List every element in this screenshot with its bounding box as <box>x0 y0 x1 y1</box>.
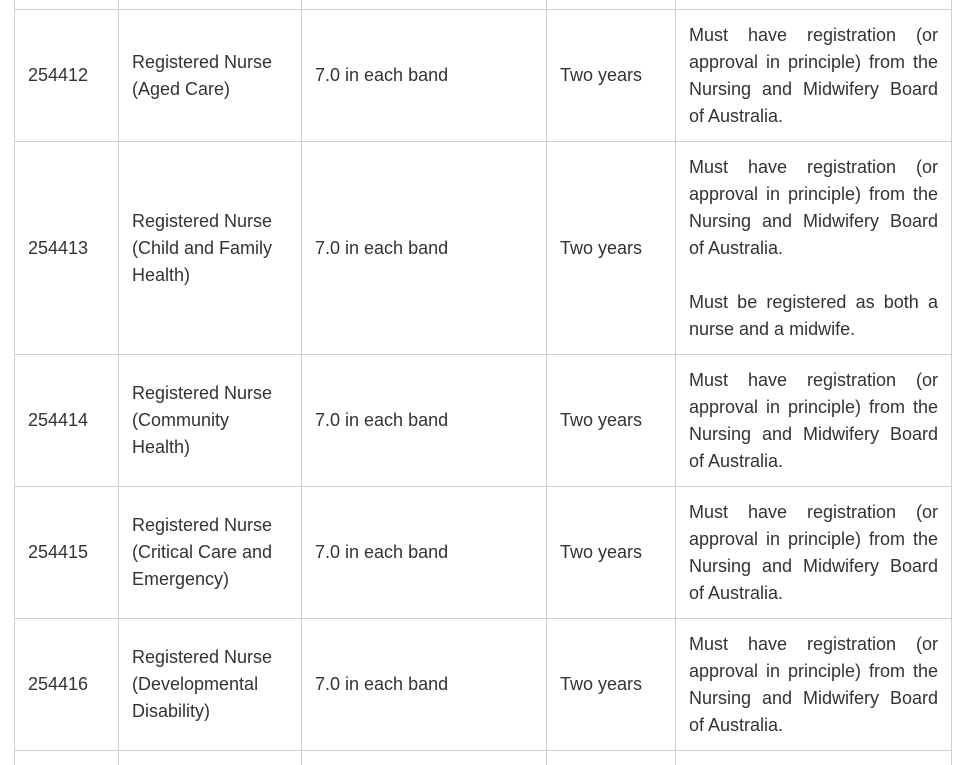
occupation-table <box>14 0 952 765</box>
requirement-text: Must have registration (or approval in principle) from the Nursing and Midwifery Board of Australia. <box>689 501 938 603</box>
registration-requirement <box>676 142 952 355</box>
table-cell <box>15 0 119 10</box>
occupation-name: Registered Nurse (Critical Care and Emergency) <box>119 487 302 619</box>
table-row <box>15 355 952 487</box>
experience-requirement: Two years <box>547 619 676 751</box>
table-cell <box>676 751 952 765</box>
table-cell <box>676 0 952 10</box>
table-row <box>15 619 952 751</box>
experience-requirement: Two years <box>547 142 676 355</box>
requirement-text: Must have registration (or approval in principle) from the Nursing and Midwifery Board of Australia. <box>689 369 938 471</box>
table-cell <box>15 751 119 765</box>
table-row-partial-bottom <box>15 751 952 765</box>
requirement-text: Must have registration (or approval in principle) from the Nursing and Midwifery Board of Australia. <box>689 633 938 735</box>
occupation-code: 254412 <box>15 10 119 142</box>
requirement-text: Must have registration (or approval in principle) from the Nursing and Midwifery Board of Australia. <box>689 156 938 258</box>
occupation-code: 254413 <box>15 142 119 355</box>
english-requirement: 7.0 in each band <box>302 142 547 355</box>
registration-requirement <box>676 10 952 142</box>
occupation-name: Registered Nurse (Developmental Disability) <box>119 619 302 751</box>
table-cell <box>547 751 676 765</box>
occupation-code: 254414 <box>15 355 119 487</box>
english-requirement: 7.0 in each band <box>302 487 547 619</box>
registration-requirement <box>676 355 952 487</box>
table-row-partial-top <box>15 0 952 10</box>
english-requirement: 7.0 in each band <box>302 355 547 487</box>
table-cell <box>547 0 676 10</box>
experience-requirement: Two years <box>547 10 676 142</box>
experience-requirement: Two years <box>547 487 676 619</box>
requirement-text: Must be registered as both a nurse and a midwife. <box>689 291 938 339</box>
table-row <box>15 10 952 142</box>
occupation-name: Registered Nurse (Community Health) <box>119 355 302 487</box>
table-cell <box>302 0 547 10</box>
occupation-code: 254416 <box>15 619 119 751</box>
table-row <box>15 142 952 355</box>
table-cell <box>119 0 302 10</box>
english-requirement: 7.0 in each band <box>302 10 547 142</box>
table-row <box>15 487 952 619</box>
table-cell <box>119 751 302 765</box>
occupation-name: Registered Nurse (Aged Care) <box>119 10 302 142</box>
occupation-code: 254415 <box>15 487 119 619</box>
registration-requirement <box>676 487 952 619</box>
occupation-name: Registered Nurse (Child and Family Health) <box>119 142 302 355</box>
registration-requirement <box>676 619 952 751</box>
table-cell <box>302 751 547 765</box>
requirement-text: Must have registration (or approval in principle) from the Nursing and Midwifery Board of Australia. <box>689 24 938 126</box>
english-requirement: 7.0 in each band <box>302 619 547 751</box>
experience-requirement: Two years <box>547 355 676 487</box>
